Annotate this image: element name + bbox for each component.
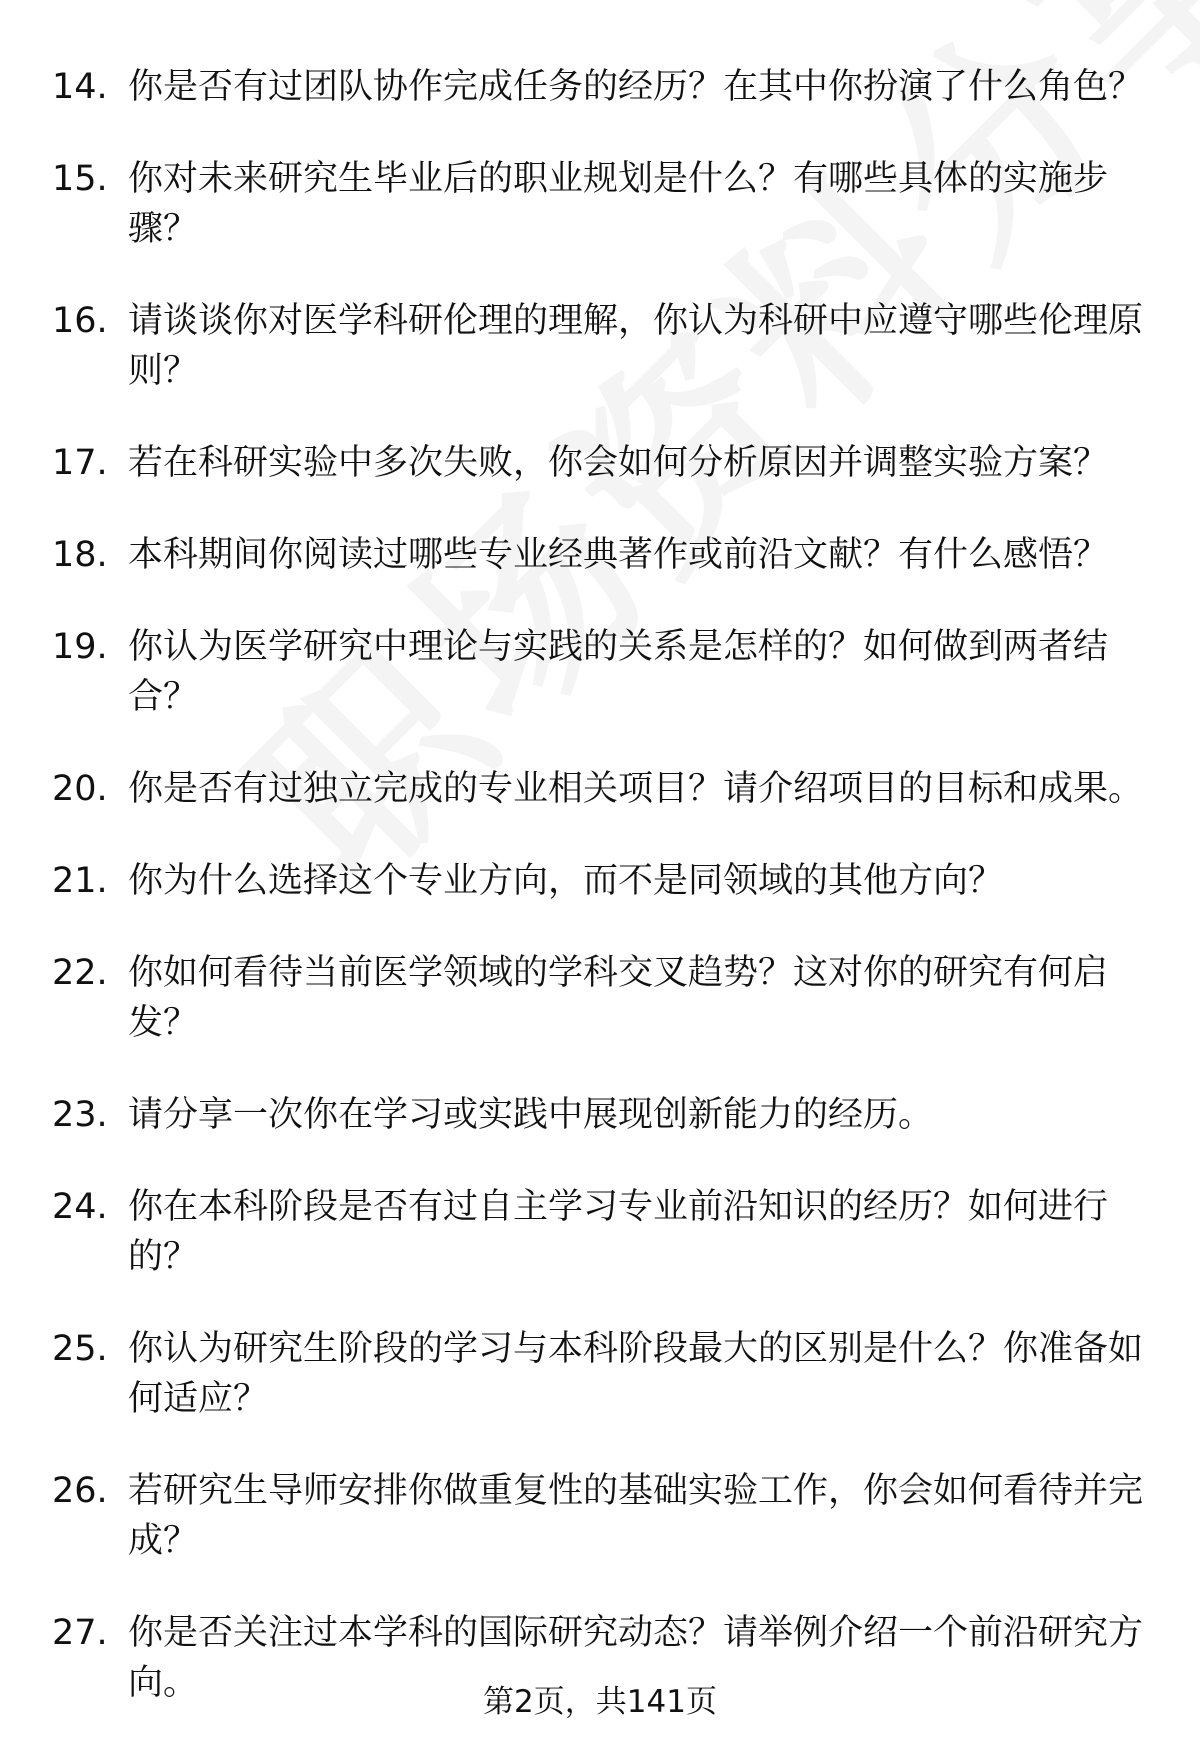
item-text: 请分享一次你在学习或实践中展现创新能力的经历。	[128, 1095, 934, 1135]
item-text: 若在科研实验中多次失败，你会如何分析原因并调整实验方案？	[128, 443, 1109, 483]
item-number: 21.	[52, 861, 108, 901]
item-text: 请谈谈你对医学科研伦理的理解，你认为科研中应遵守哪些伦理原则？	[128, 301, 1144, 391]
list-item	[52, 1182, 1152, 1282]
list-item	[52, 296, 1152, 396]
item-text: 你对未来研究生毕业后的职业规划是什么？有哪些具体的实施步骤？	[128, 159, 1109, 249]
item-number: 24.	[52, 1187, 108, 1227]
item-text: 你在本科阶段是否有过自主学习专业前沿知识的经历？如何进行的？	[128, 1187, 1109, 1277]
page-footer: 第2页，共141页	[483, 1684, 717, 1720]
list-item	[52, 622, 1152, 722]
question-list	[52, 62, 1152, 1750]
item-text: 你认为研究生阶段的学习与本科阶段最大的区别是什么？你准备如何适应？	[128, 1329, 1144, 1419]
list-item	[52, 764, 1152, 814]
item-number: 14.	[52, 67, 108, 107]
item-number: 27.	[52, 1613, 108, 1653]
list-item	[52, 856, 1152, 906]
item-number: 18.	[52, 535, 108, 575]
item-number: 23.	[52, 1095, 108, 1135]
item-text: 本科期间你阅读过哪些专业经典著作或前沿文献？有什么感悟？	[128, 535, 1109, 575]
list-item	[52, 154, 1152, 254]
item-number: 26.	[52, 1471, 108, 1511]
list-item	[52, 438, 1152, 488]
item-text: 你如何看待当前医学领域的学科交叉趋势？这对你的研究有何启发？	[128, 953, 1109, 1043]
item-text: 你是否有过团队协作完成任务的经历？在其中你扮演了什么角色？	[128, 67, 1144, 107]
item-text: 你是否有过独立完成的专业相关项目？请介绍项目的目标和成果。	[128, 769, 1144, 809]
item-text: 你认为医学研究中理论与实践的关系是怎样的？如何做到两者结合？	[128, 627, 1109, 717]
list-item	[52, 530, 1152, 580]
item-text: 若研究生导师安排你做重复性的基础实验工作，你会如何看待并完成？	[128, 1471, 1144, 1561]
list-item	[52, 1466, 1152, 1566]
item-number: 22.	[52, 953, 108, 993]
item-number: 15.	[52, 159, 108, 199]
item-number: 16.	[52, 301, 108, 341]
item-number: 19.	[52, 627, 108, 667]
item-text: 你为什么选择这个专业方向，而不是同领域的其他方向？	[128, 861, 1004, 901]
item-number: 17.	[52, 443, 108, 483]
item-number: 20.	[52, 769, 108, 809]
list-item	[52, 1324, 1152, 1424]
list-item	[52, 62, 1152, 112]
list-item	[52, 948, 1152, 1048]
item-text: 你是否关注过本学科的国际研究动态？请举例介绍一个前沿研究方向。	[128, 1613, 1144, 1703]
item-number: 25.	[52, 1329, 108, 1369]
list-item	[52, 1090, 1152, 1140]
